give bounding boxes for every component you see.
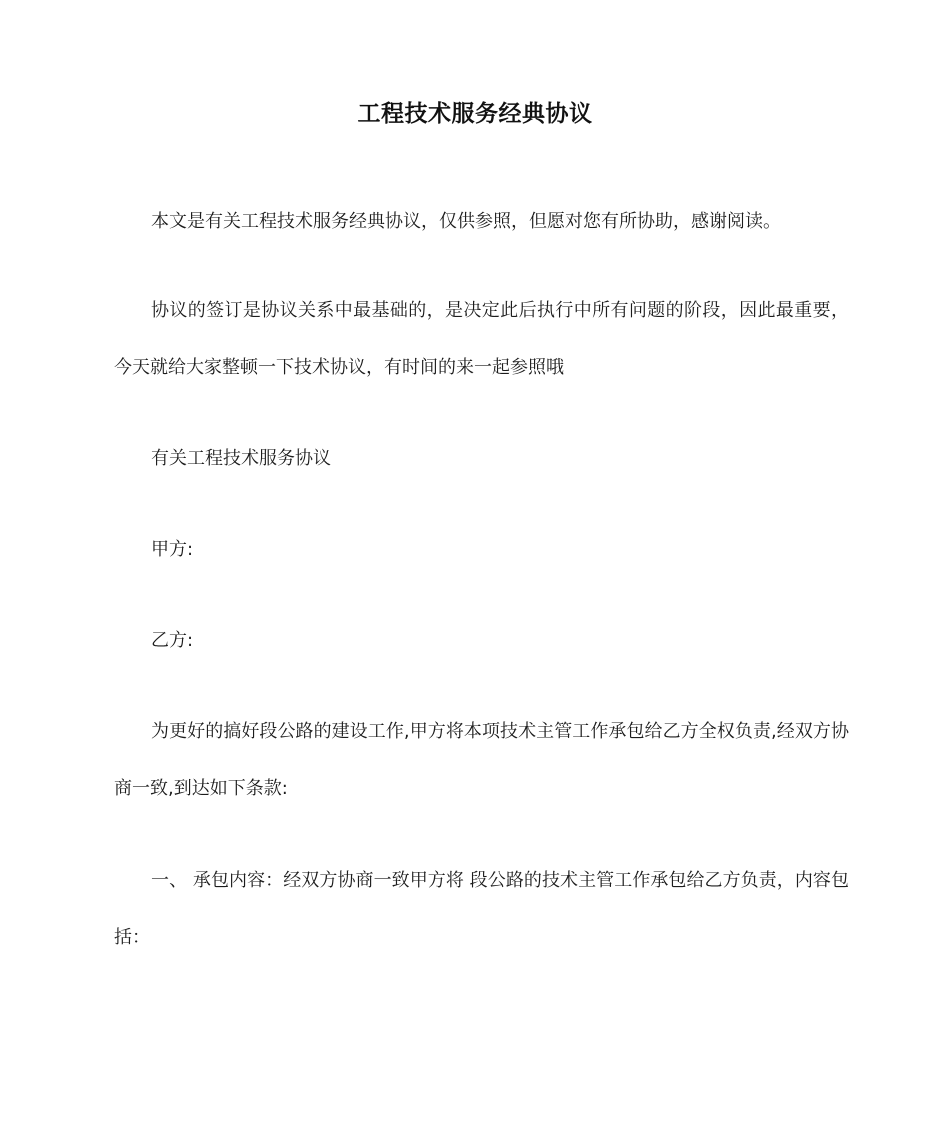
document-title: 工程技术服务经典协议 — [357, 101, 593, 127]
clause-one-paragraph: 一、 承包内容：经双方协商一致甲方将 段公路的技术主管工作承包给乙方负责，内容包括： — [114, 870, 849, 948]
party-a-label: 甲方: — [151, 539, 194, 560]
party-b-label: 乙方: — [151, 630, 194, 651]
agreement-heading: 有关工程技术服务协议 — [151, 448, 331, 469]
preface-paragraph: 协议的签订是协议关系中最基础的，是决定此后执行中所有问题的阶段，因此最重要，今天就给大家整顿一下技术协议，有时间的来一起参照哦 — [114, 300, 849, 378]
intro-paragraph: 本文是有关工程技术服务经典协议，仅供参照，但愿对您有所协助，感谢阅读。 — [151, 211, 781, 232]
purpose-paragraph: 为更好的搞好段公路的建设工作,甲方将本项技术主管工作承包给乙方全权负责,经双方协商一致,到达如下条款: — [114, 721, 849, 799]
